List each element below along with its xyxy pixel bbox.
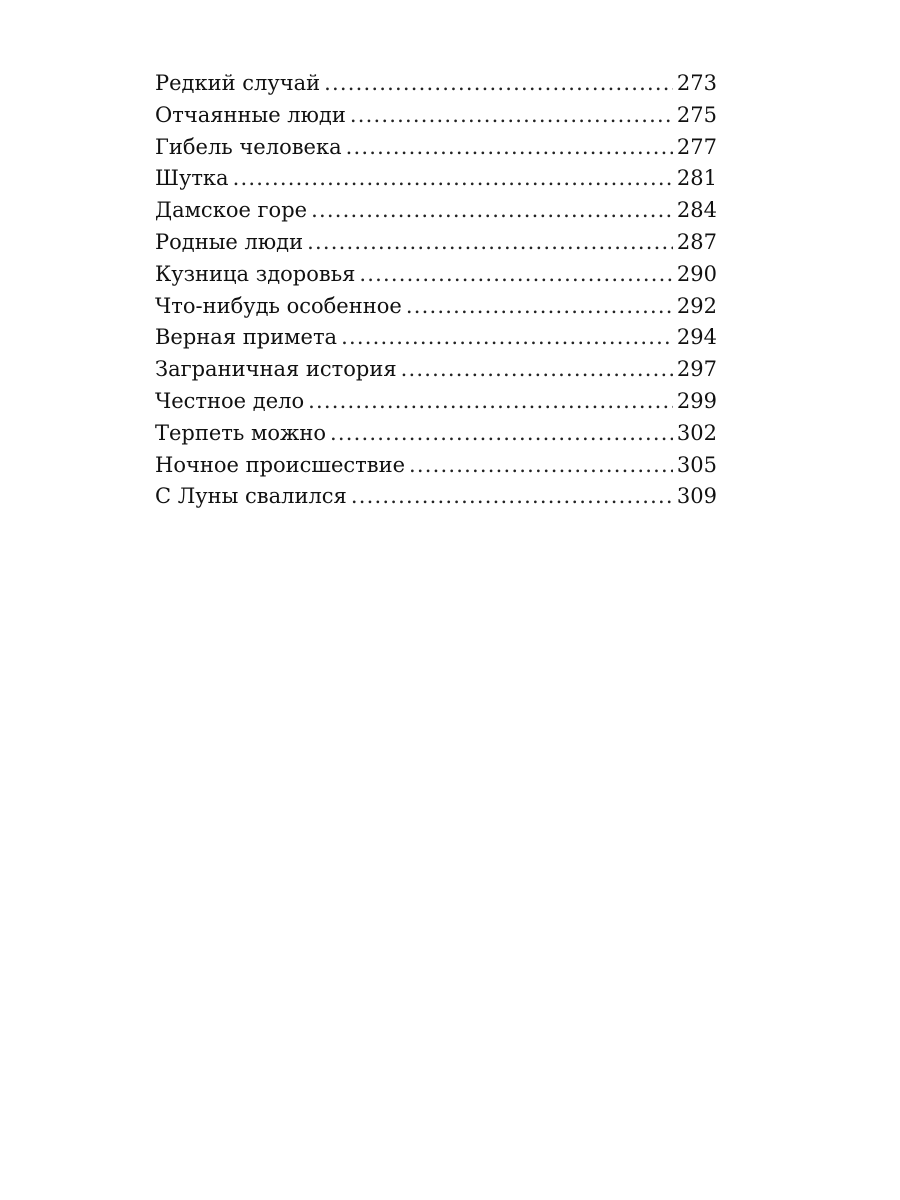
dot-leader: [346, 132, 673, 164]
toc-entry-page-number: 290: [676, 261, 717, 286]
toc-entry-page-number: 281: [676, 166, 717, 191]
toc-entry[interactable]: [155, 450, 717, 482]
toc-entry-page-number: 284: [676, 198, 717, 223]
toc-entry-title: Отчаянные люди: [155, 102, 346, 127]
toc-entry-page-number: 297: [676, 357, 717, 382]
toc-entry[interactable]: [155, 100, 717, 132]
dot-leader: [401, 354, 673, 386]
dot-leader: [307, 227, 673, 259]
toc-entry[interactable]: [155, 227, 717, 259]
toc-entry[interactable]: [155, 322, 717, 354]
toc-entry[interactable]: [155, 68, 717, 100]
toc-entry-title: Шутка: [155, 166, 229, 191]
dot-leader: [351, 481, 673, 513]
toc-entry-title: Честное дело: [155, 388, 305, 413]
toc-entry[interactable]: [155, 481, 717, 513]
toc-entry-page-number: 275: [676, 102, 717, 127]
toc-entry-title: Гибель человека: [155, 134, 342, 159]
toc-entry[interactable]: [155, 291, 717, 323]
toc-entry-title: Ночное происшествие: [155, 452, 406, 477]
table-of-contents: [155, 68, 717, 513]
dot-leader: [409, 450, 673, 482]
toc-entry-page-number: 299: [676, 388, 717, 413]
toc-entry-title: Кузница здоровья: [155, 261, 356, 286]
dot-leader: [324, 68, 673, 100]
toc-entry-page-number: 302: [676, 420, 717, 445]
toc-entry-page-number: 287: [676, 229, 717, 254]
dot-leader: [359, 259, 673, 291]
toc-entry-page-number: 292: [676, 293, 717, 318]
toc-entry-title: Заграничная история: [155, 357, 397, 382]
toc-entry-page-number: 277: [676, 134, 717, 159]
toc-entry[interactable]: [155, 354, 717, 386]
dot-leader: [406, 291, 673, 323]
toc-entry[interactable]: [155, 163, 717, 195]
toc-entry-page-number: 305: [676, 452, 717, 477]
dot-leader: [341, 322, 673, 354]
toc-entry[interactable]: [155, 132, 717, 164]
toc-entry-page-number: 309: [676, 484, 717, 509]
toc-entry[interactable]: [155, 418, 717, 450]
dot-leader: [330, 418, 673, 450]
dot-leader: [308, 386, 673, 418]
toc-entry-title: Родные люди: [155, 229, 304, 254]
toc-entry[interactable]: [155, 259, 717, 291]
dot-leader: [233, 163, 673, 195]
toc-entry-page-number: 294: [676, 325, 717, 350]
toc-entry-title: Дамское горе: [155, 198, 308, 223]
toc-entry[interactable]: [155, 386, 717, 418]
toc-entry-title: Редкий случай: [155, 71, 321, 95]
toc-entry-title: Верная примета: [155, 325, 338, 350]
toc-entry-title: Терпеть можно: [155, 420, 326, 445]
toc-entry-page-number: 273: [676, 71, 717, 95]
toc-entry-title: С Луны свалился: [155, 484, 347, 509]
dot-leader: [311, 195, 673, 227]
toc-entry[interactable]: [155, 195, 717, 227]
toc-entry-title: Что-нибудь особенное: [155, 293, 402, 318]
dot-leader: [350, 100, 673, 132]
